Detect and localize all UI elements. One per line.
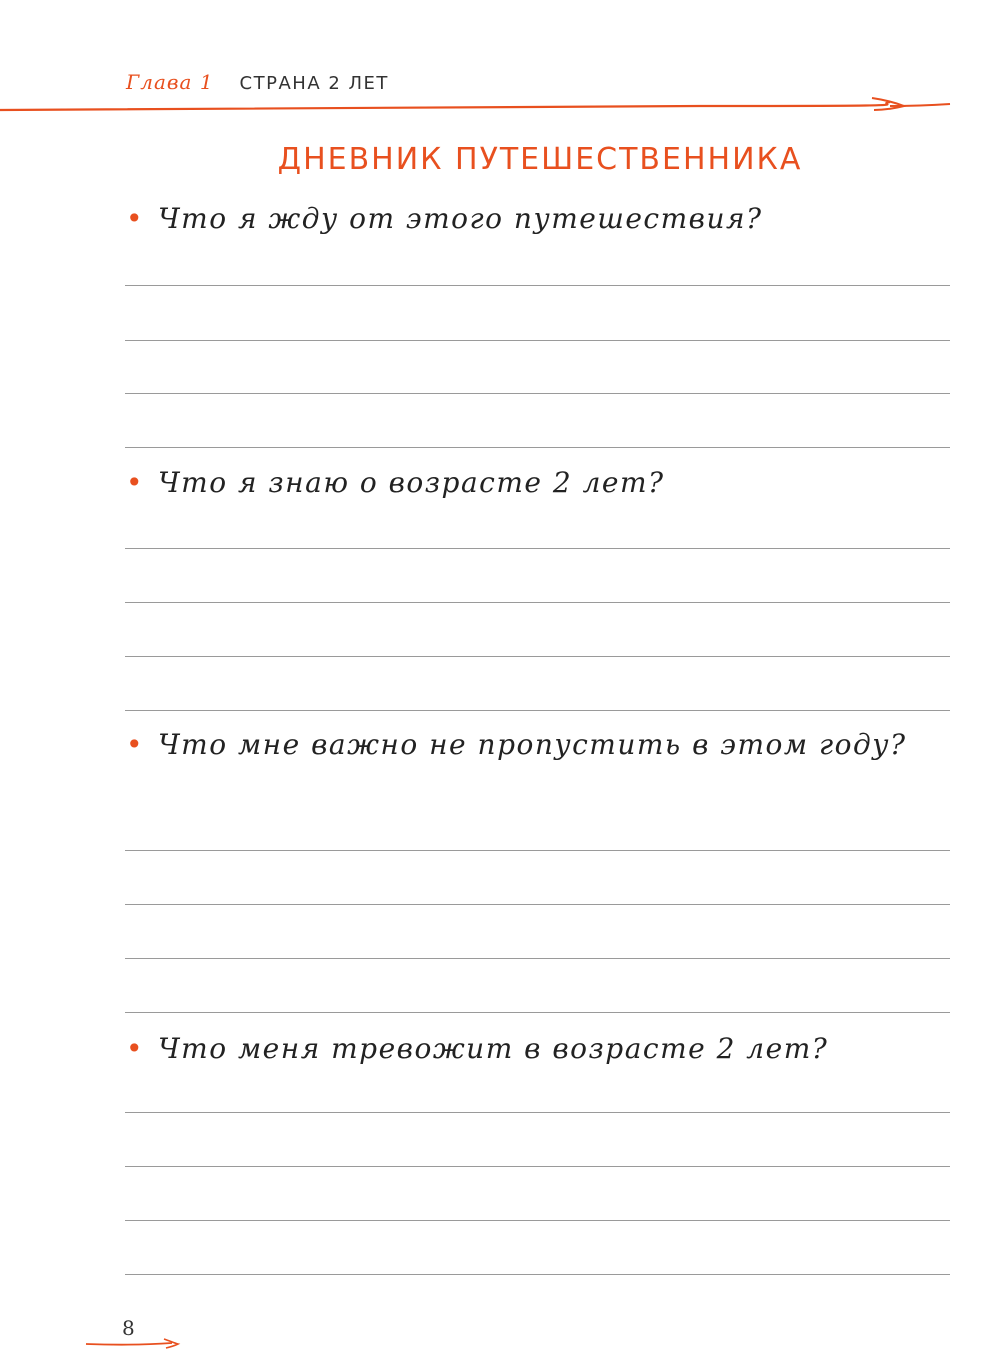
writing-line[interactable]	[125, 285, 950, 286]
question-text: Что мне важно не пропустить в этом году?	[158, 728, 907, 761]
writing-line[interactable]	[125, 1012, 950, 1013]
writing-line[interactable]	[125, 1274, 950, 1275]
chapter-label: Глава 1	[126, 70, 214, 94]
question-text: Что я жду от этого путешествия?	[158, 202, 763, 235]
writing-line[interactable]	[125, 447, 950, 448]
writing-line[interactable]	[125, 710, 950, 711]
bullet-icon: •	[126, 202, 145, 235]
question-1	[126, 198, 916, 240]
page-number-swash-icon	[84, 1336, 184, 1352]
header-underline	[0, 94, 960, 120]
bullet-icon: •	[126, 466, 145, 499]
writing-line[interactable]	[125, 340, 950, 341]
writing-line[interactable]	[125, 1166, 950, 1167]
page-title: ДНЕВНИК ПУТЕШЕСТВЕННИКА	[277, 142, 803, 177]
writing-line[interactable]	[125, 958, 950, 959]
writing-line[interactable]	[125, 656, 950, 657]
writing-line[interactable]	[125, 1112, 950, 1113]
writing-line[interactable]	[125, 1220, 950, 1221]
writing-line[interactable]	[125, 850, 950, 851]
writing-line[interactable]	[125, 548, 950, 549]
writing-line[interactable]	[125, 602, 950, 603]
question-4	[126, 1028, 916, 1070]
writing-line[interactable]	[125, 393, 950, 394]
question-3	[126, 724, 916, 766]
chapter-title: СТРАНА 2 ЛЕТ	[239, 73, 389, 94]
question-text: Что меня тревожит в возрасте 2 лет?	[158, 1032, 829, 1065]
question-2	[126, 462, 916, 504]
writing-line[interactable]	[125, 904, 950, 905]
question-text: Что я знаю о возрасте 2 лет?	[158, 466, 665, 499]
page-number: 8	[122, 1316, 135, 1340]
bullet-icon: •	[126, 728, 145, 761]
bullet-icon: •	[126, 1032, 145, 1065]
